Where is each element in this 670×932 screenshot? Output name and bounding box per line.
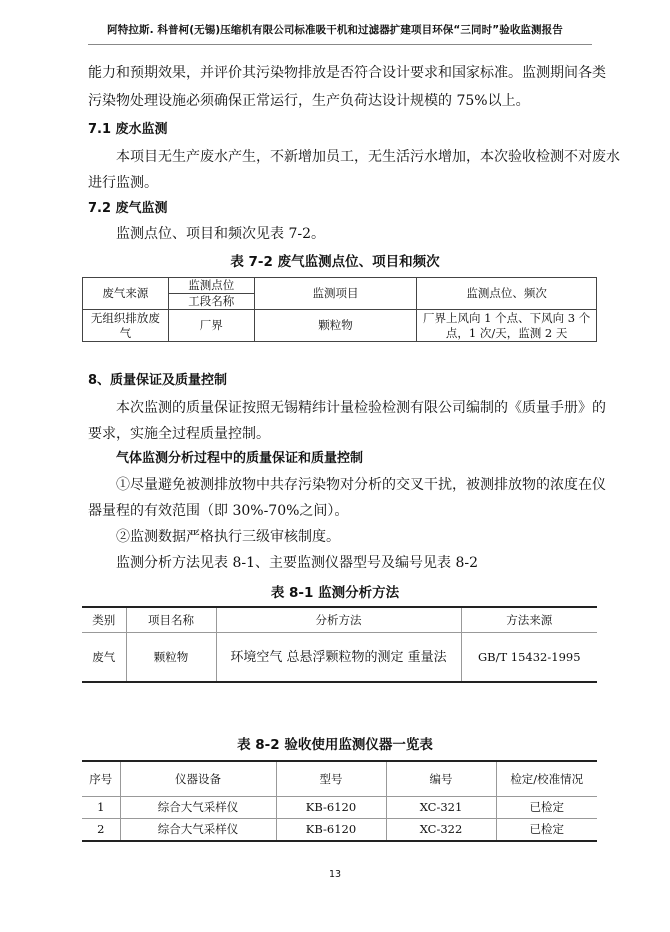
table-header-cell: 监测项目 bbox=[254, 278, 417, 310]
table-cell: 已检定 bbox=[496, 797, 597, 819]
table-cell: KB-6120 bbox=[276, 797, 386, 819]
table-cell: GB/T 15432-1995 bbox=[461, 633, 597, 683]
table-header-cell: 编号 bbox=[386, 761, 496, 797]
paragraph-line: 本次监测的质量保证按照无锡精纬计量检验检测有限公司编制的《质量手册》的 bbox=[116, 400, 606, 416]
table-header-cell: 废气来源 bbox=[83, 278, 169, 310]
table-cell: 环境空气 总悬浮颗粒物的测定 重量法 bbox=[216, 633, 461, 683]
section-heading: 7.1 废水监测 bbox=[88, 122, 168, 137]
table-cell: 综合大气采样仪 bbox=[120, 797, 276, 819]
table-cell: 厂界 bbox=[168, 310, 254, 342]
table-cell: KB-6120 bbox=[276, 819, 386, 842]
sub-heading: 气体监测分析过程中的质量保证和质量控制 bbox=[116, 451, 364, 466]
paragraph-line: 污染物处理设施必须确保正常运行，生产负荷达设计规模的 75%以上。 bbox=[88, 93, 530, 109]
table-header-cell: 序号 bbox=[82, 761, 120, 797]
table-cell: 综合大气采样仪 bbox=[120, 819, 276, 842]
paragraph-line: 本项目无生产废水产生，不新增加员工，无生活污水增加，本次验收检测不对废水 bbox=[116, 149, 620, 165]
paragraph-line: 监测分析方法见表 8-1、主要监测仪器型号及编号见表 8-2 bbox=[116, 555, 478, 571]
table-cell: 1 bbox=[82, 797, 120, 819]
table-header-cell: 监测点位 bbox=[168, 278, 254, 294]
paragraph-line: 进行监测。 bbox=[88, 175, 158, 191]
paragraph-line: 能力和预期效果，并评价其污染物排放是否符合设计要求和国家标准。监测期间各类 bbox=[88, 65, 606, 81]
table-cell: 颗粒物 bbox=[254, 310, 417, 342]
table-cell: XC-321 bbox=[386, 797, 496, 819]
table-cell: 厂界上风向 1 个点、下风向 3 个点，1 次/天，监测 2 天 bbox=[417, 310, 597, 342]
paragraph-line: ①尽量避免被测排放物中共存污染物对分析的交叉干扰，被测排放物的浓度在仪 bbox=[116, 477, 606, 493]
table-cell: 已检定 bbox=[496, 819, 597, 842]
instrument-table bbox=[82, 760, 597, 842]
page-header: 阿特拉斯. 科普柯(无锡)压缩机有限公司标准吸干机和过滤器扩建项目环保“三同时”验收监测报告 bbox=[107, 24, 563, 36]
table-header-cell: 型号 bbox=[276, 761, 386, 797]
table-header-cell: 工段名称 bbox=[168, 294, 254, 310]
table-cell: 废气 bbox=[82, 633, 126, 683]
table-caption: 表 8-2 验收使用监测仪器一览表 bbox=[237, 737, 433, 753]
section-heading: 8、质量保证及质量控制 bbox=[88, 373, 228, 388]
table-cell: 2 bbox=[82, 819, 120, 842]
table-caption: 表 7-2 废气监测点位、项目和频次 bbox=[230, 254, 440, 270]
paragraph-line: 监测点位、项目和频次见表 7-2。 bbox=[116, 226, 325, 242]
page-number: 13 bbox=[328, 869, 342, 880]
table-header-cell: 分析方法 bbox=[216, 607, 461, 633]
table-cell: 无组织排放废气 bbox=[83, 310, 169, 342]
paragraph-line: 器量程的有效范围（即 30%-70%之间）。 bbox=[88, 503, 349, 519]
table-cell: 颗粒物 bbox=[126, 633, 216, 683]
analysis-method-table bbox=[82, 606, 597, 683]
table-header-cell: 仪器设备 bbox=[120, 761, 276, 797]
monitoring-points-table bbox=[82, 277, 597, 342]
table-header-cell: 检定/校准情况 bbox=[496, 761, 597, 797]
section-heading: 7.2 废气监测 bbox=[88, 201, 168, 216]
table-caption: 表 8-1 监测分析方法 bbox=[270, 585, 400, 601]
paragraph-line: ②监测数据严格执行三级审核制度。 bbox=[116, 529, 340, 545]
paragraph-line: 要求，实施全过程质量控制。 bbox=[88, 426, 270, 442]
table-header-cell: 类别 bbox=[82, 607, 126, 633]
table-header-cell: 项目名称 bbox=[126, 607, 216, 633]
table-cell: XC-322 bbox=[386, 819, 496, 842]
header-divider bbox=[88, 44, 592, 45]
table-header-cell: 监测点位、频次 bbox=[417, 278, 597, 310]
table-header-cell: 方法来源 bbox=[461, 607, 597, 633]
